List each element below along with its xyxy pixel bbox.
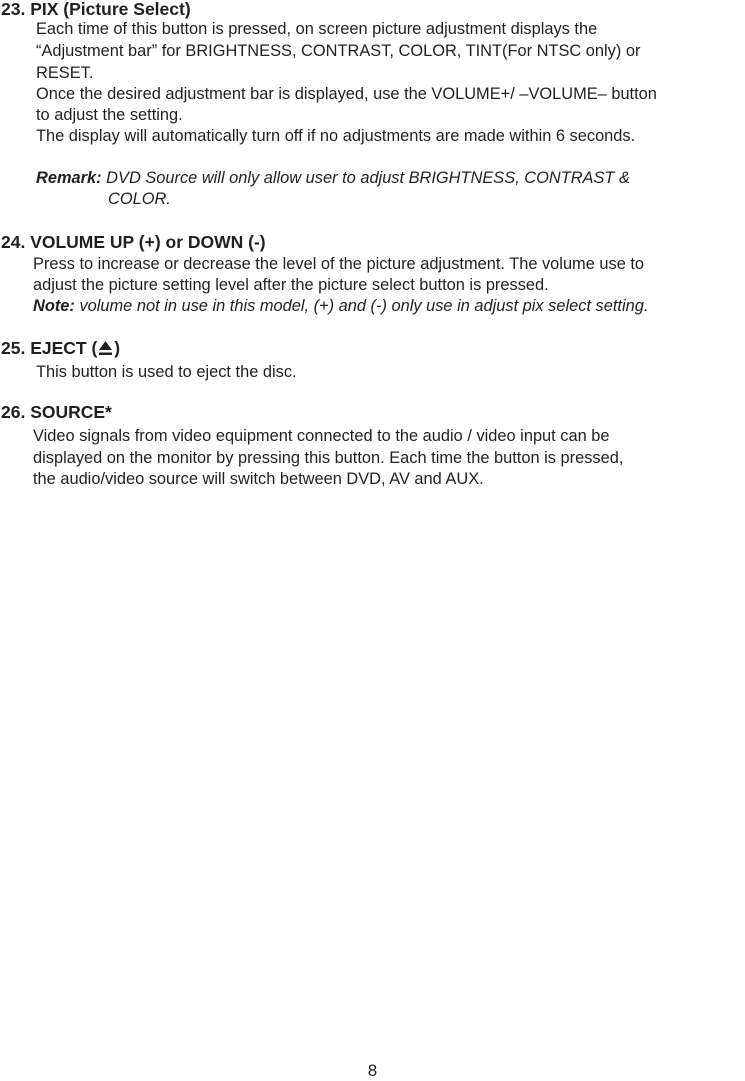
body-line: displayed on the monitor by pressing this button. Each time the button is pressed, [33,449,624,467]
body-line: This button is used to eject the disc. [36,363,297,381]
body-line: Video signals from video equipment connected to the audio / video input can be [33,427,610,445]
body-line: The display will automatically turn off if no adjustments are made within 6 seconds. [36,127,636,145]
heading-prefix: 25. EJECT ( [1,338,98,358]
section-heading [1,338,120,358]
body-line: adjust the picture setting level after the picture select button is pressed. [33,276,549,294]
body-line: the audio/video source will switch between DVD, AV and AUX. [33,470,484,488]
note-label: Note: [33,297,75,315]
eject-icon [98,340,113,356]
remark-label: Remark: [36,169,102,187]
page-number: 8 [367,1061,378,1080]
remark-text: DVD Source will only allow user to adjust BRIGHTNESS, CONTRAST & [106,169,630,187]
body-line: RESET. [36,64,94,82]
section-heading: 23. PIX (Picture Select) [1,0,191,19]
heading-suffix: ) [114,338,121,358]
body-line: Press to increase or decrease the level of the picture adjustment. The volume use to [33,255,645,273]
section-heading: 26. SOURCE* [1,402,112,422]
body-line: Each time of this button is pressed, on screen picture adjustment displays the [36,20,598,38]
note-line [33,296,648,316]
remark-line-2: COLOR. [108,190,171,208]
body-line: “Adjustment bar” for BRIGHTNESS, CONTRAST, COLOR, TINT(For NTSC only) or [36,42,641,60]
body-line: Once the desired adjustment bar is displayed, use the VOLUME+/ –VOLUME– button [36,85,657,103]
remark-line [36,168,630,188]
section-heading: 24. VOLUME UP (+) or DOWN (-) [1,232,266,252]
note-text: volume not in use in this model, (+) and (-) only use in adjust pix select setting. [79,297,649,315]
body-line: to adjust the setting. [36,106,183,124]
